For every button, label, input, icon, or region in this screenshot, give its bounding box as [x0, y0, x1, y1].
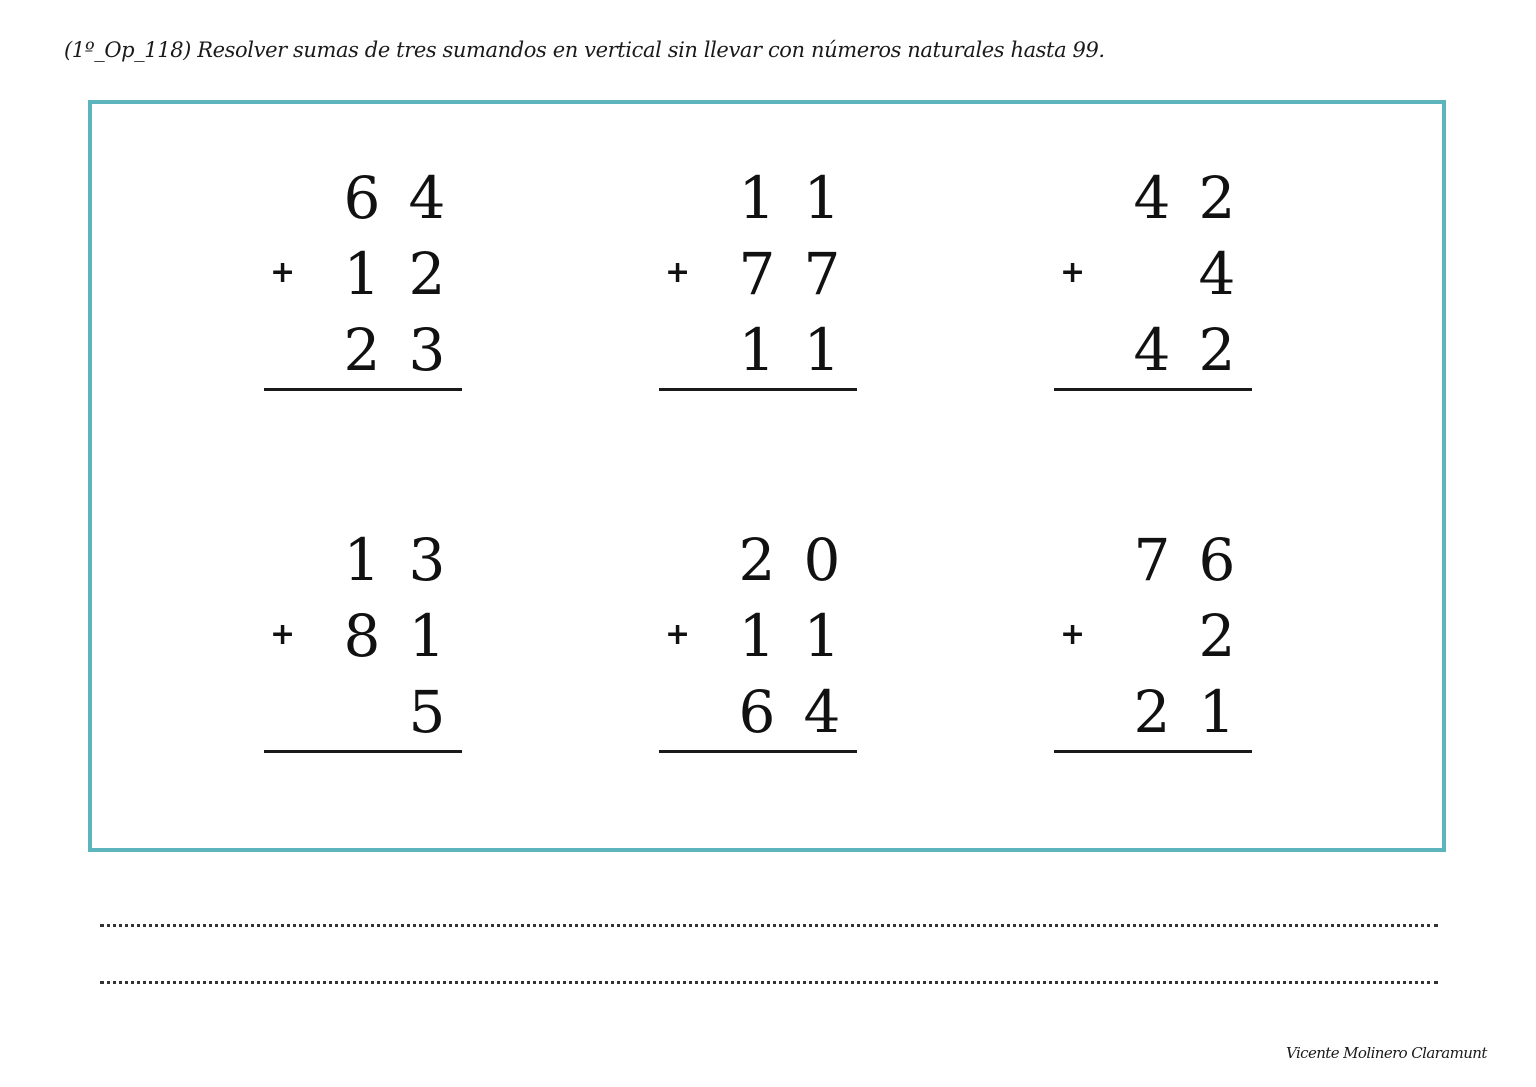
digit-tens: 6 — [343, 164, 381, 232]
digit-units: 0 — [803, 526, 841, 594]
addition-problem-2 — [659, 160, 859, 400]
digit-units: 2 — [1198, 316, 1236, 384]
sum-line — [264, 750, 462, 753]
sum-line — [264, 388, 462, 391]
digit-tens: 7 — [1133, 526, 1171, 594]
addend-row-3 — [264, 674, 464, 750]
digit-units: 1 — [803, 602, 841, 670]
addition-problem-3 — [1054, 160, 1254, 400]
digit-units: 4 — [408, 164, 446, 232]
addend-row-1 — [659, 160, 859, 236]
plus-sign: + — [665, 255, 691, 290]
digit-units: 1 — [408, 602, 446, 670]
plus-sign: + — [1060, 617, 1086, 652]
plus-sign: + — [270, 617, 296, 652]
digit-tens: 4 — [1133, 164, 1171, 232]
digit-tens: 2 — [343, 316, 381, 384]
sum-line — [1054, 388, 1252, 391]
digit-units: 2 — [408, 240, 446, 308]
digit-units: 1 — [803, 316, 841, 384]
author-credit: Vicente Molinero Claramunt — [1286, 1044, 1487, 1062]
addend-row-3 — [1054, 312, 1254, 388]
addend-row-1 — [659, 522, 859, 598]
answer-line-1[interactable] — [100, 924, 1438, 927]
digit-units: 1 — [803, 164, 841, 232]
addend-row-2 — [659, 236, 859, 312]
addend-row-3 — [1054, 674, 1254, 750]
plus-sign: + — [665, 617, 691, 652]
digit-units: 7 — [803, 240, 841, 308]
digit-units: 2 — [1198, 164, 1236, 232]
digit-units: 2 — [1198, 602, 1236, 670]
digit-tens: 1 — [343, 526, 381, 594]
digit-units: 4 — [1198, 240, 1236, 308]
digit-tens: 1 — [343, 240, 381, 308]
addend-row-2 — [659, 598, 859, 674]
sum-line — [1054, 750, 1252, 753]
sum-line — [659, 750, 857, 753]
addition-problem-6 — [1054, 522, 1254, 762]
digit-units: 5 — [408, 678, 446, 746]
digit-tens: 4 — [1133, 316, 1171, 384]
addend-row-1 — [264, 160, 464, 236]
plus-sign: + — [1060, 255, 1086, 290]
digit-units: 4 — [803, 678, 841, 746]
addend-row-1 — [264, 522, 464, 598]
addend-row-2 — [264, 598, 464, 674]
addition-problem-4 — [264, 522, 464, 762]
addend-row-1 — [1054, 522, 1254, 598]
digit-units: 1 — [1198, 678, 1236, 746]
addend-row-3 — [659, 312, 859, 388]
digit-tens: 8 — [343, 602, 381, 670]
digit-tens: 6 — [738, 678, 776, 746]
addend-row-2 — [264, 236, 464, 312]
digit-tens: 2 — [738, 526, 776, 594]
sum-line — [659, 388, 857, 391]
worksheet-title: (1º_Op_118) Resolver sumas de tres sumandos en vertical sin llevar con números naturales hasta 99. — [64, 38, 1105, 62]
digit-tens: 1 — [738, 316, 776, 384]
addend-row-1 — [1054, 160, 1254, 236]
digit-tens: 1 — [738, 602, 776, 670]
answer-line-2[interactable] — [100, 981, 1438, 984]
digit-tens: 2 — [1133, 678, 1171, 746]
digit-tens: 7 — [738, 240, 776, 308]
addition-problem-1 — [264, 160, 464, 400]
addend-row-2 — [1054, 236, 1254, 312]
addend-row-3 — [659, 674, 859, 750]
digit-units: 3 — [408, 316, 446, 384]
addition-problem-5 — [659, 522, 859, 762]
digit-units: 6 — [1198, 526, 1236, 594]
digit-units: 3 — [408, 526, 446, 594]
digit-tens: 1 — [738, 164, 776, 232]
plus-sign: + — [270, 255, 296, 290]
addend-row-2 — [1054, 598, 1254, 674]
addend-row-3 — [264, 312, 464, 388]
